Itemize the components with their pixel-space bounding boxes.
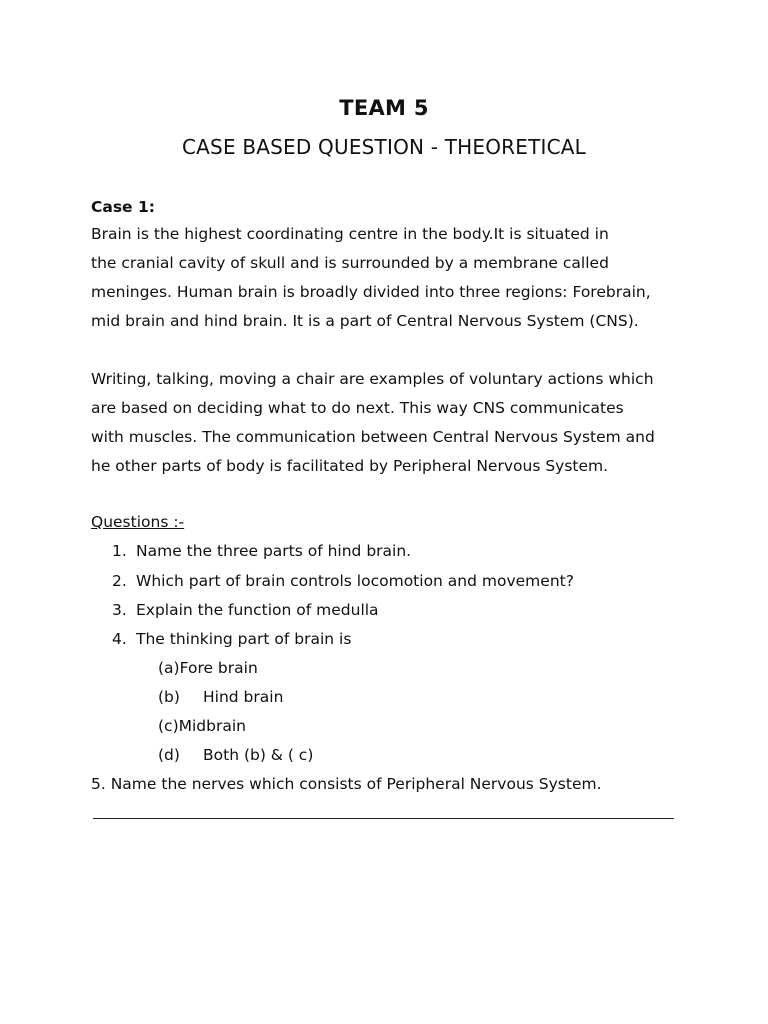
option-tag: (c) [158, 717, 179, 735]
paragraph-line: Writing, talking, moving a chair are examples of voluntary actions which [91, 370, 654, 388]
question-item-5: 5. Name the nerves which consists of Peripheral Nervous System. [91, 775, 602, 793]
answer-option [158, 717, 246, 735]
option-text: Hind brain [203, 688, 284, 706]
paragraph-line: with muscles. The communication between Central Nervous System and [91, 428, 655, 446]
question-item [112, 630, 351, 648]
paragraph-line: are based on deciding what to do next. This way CNS communicates [91, 399, 624, 417]
case-heading: Case 1: [91, 198, 155, 216]
document-subtitle: CASE BASED QUESTION - THEORETICAL [182, 135, 586, 159]
paragraph-line: mid brain and hind brain. It is a part of Central Nervous System (CNS). [91, 312, 639, 330]
option-tag: (a) [158, 659, 180, 677]
question-item [112, 601, 379, 619]
option-text: Fore brain [179, 659, 258, 677]
question-number: 2. [112, 572, 127, 590]
question-number: 1. [112, 542, 127, 560]
answer-option [158, 659, 258, 677]
question-text: The thinking part of brain is [136, 630, 352, 648]
option-text: Both (b) & ( c) [203, 746, 314, 764]
paragraph-line: meninges. Human brain is broadly divided into three regions: Forebrain, [91, 283, 651, 301]
paragraph-line: Brain is the highest coordinating centre in the body.It is situated in [91, 225, 609, 243]
answer-option [158, 688, 283, 706]
question-item [112, 572, 574, 590]
team-title: TEAM 5 [339, 96, 429, 120]
option-tag: (d) [158, 746, 180, 764]
question-text: Explain the function of medulla [136, 601, 379, 619]
paragraph-line: he other parts of body is facilitated by Peripheral Nervous System. [91, 457, 609, 475]
answer-option [158, 746, 313, 764]
paragraph-line: the cranial cavity of skull and is surrounded by a membrane called [91, 254, 609, 272]
question-number: 3. [112, 601, 127, 619]
question-item [112, 542, 411, 560]
horizontal-divider [93, 818, 674, 819]
question-number: 4. [112, 630, 127, 648]
option-text: Midbrain [178, 717, 246, 735]
questions-heading: Questions :- [91, 513, 185, 531]
question-text: Name the three parts of hind brain. [136, 542, 412, 560]
option-tag: (b) [158, 688, 180, 706]
question-text: Which part of brain controls locomotion and movement? [136, 572, 574, 590]
